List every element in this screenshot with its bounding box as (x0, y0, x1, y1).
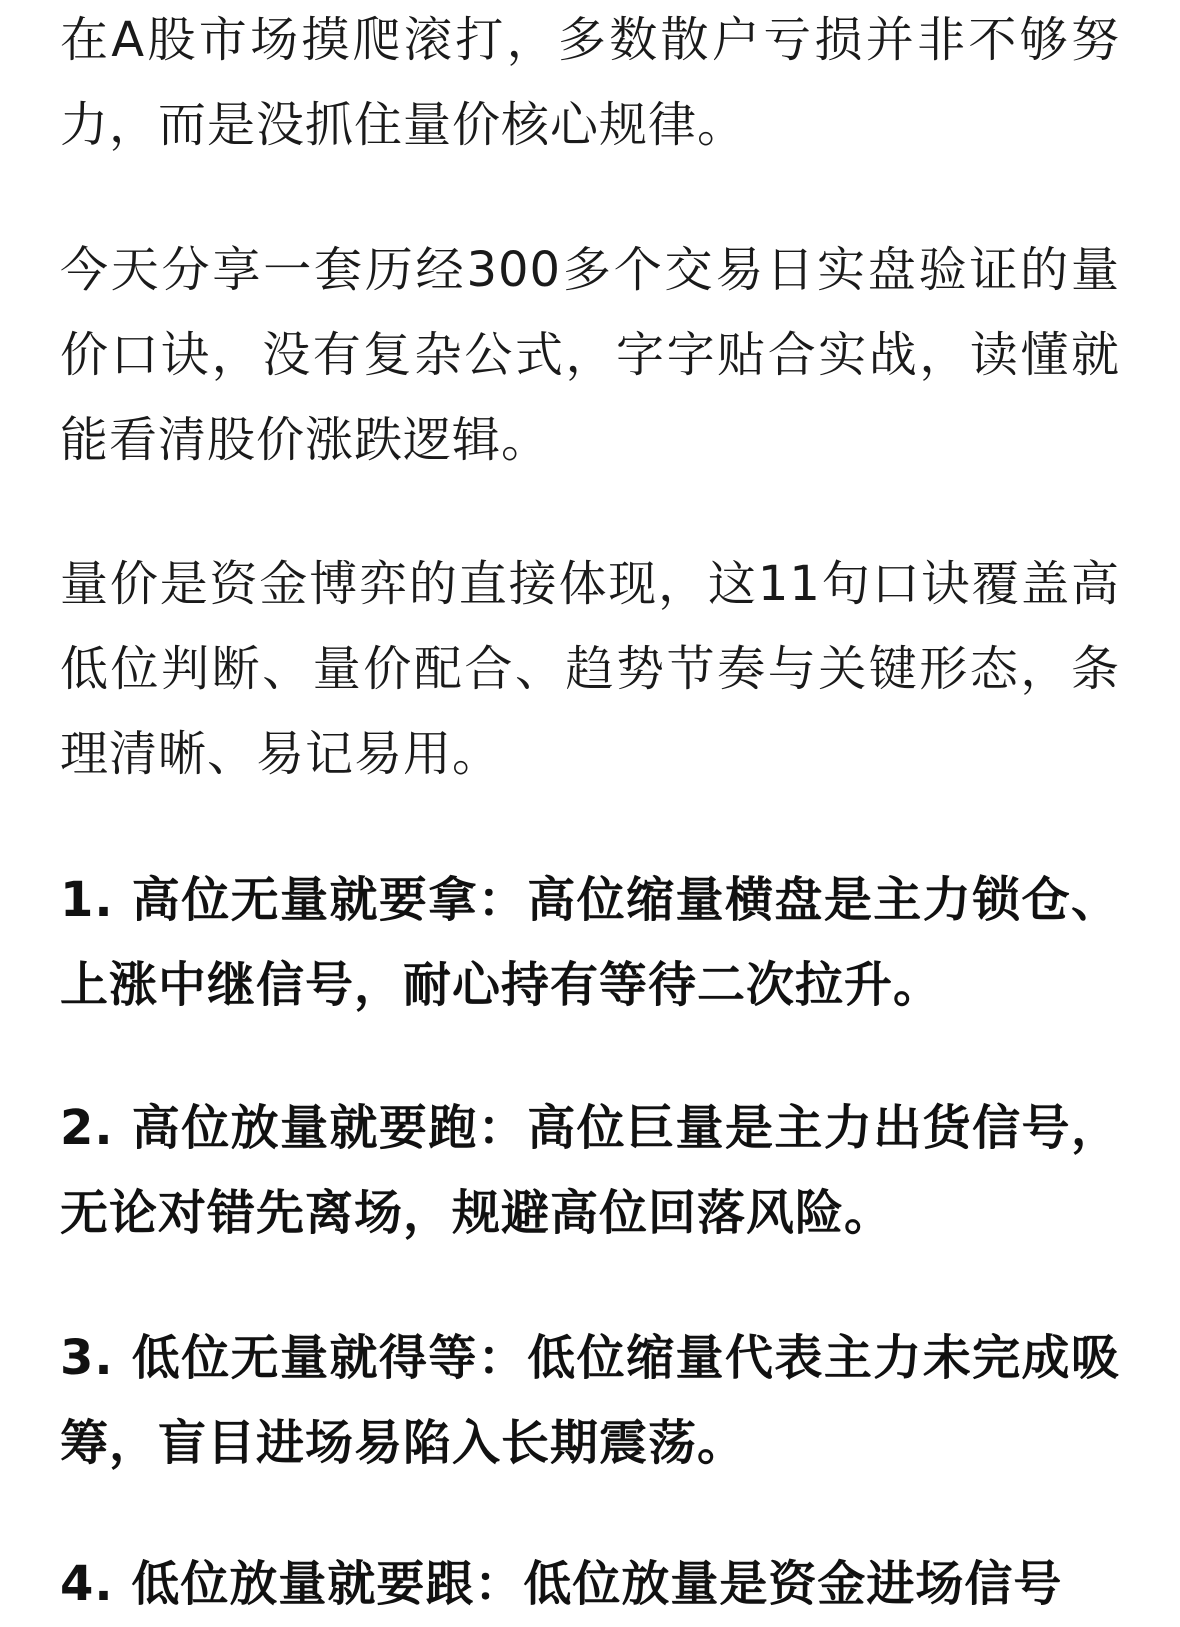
intro-paragraph-1: 在A股市场摸爬滚打，多数散户亏损并非不够努力，而是没抓住量价核心规律。 (60, 12, 1120, 153)
rule-item-4: 4. 低位放量就要跟：低位放量是资金进场信号 (60, 1556, 1063, 1612)
rule-item-3: 3. 低位无量就得等：低位缩量代表主力未完成吸筹，盲目进场易陷入长期震荡。 (60, 1330, 1120, 1471)
intro-paragraph-2: 今天分享一套历经300多个交易日实盘验证的量价口诀，没有复杂公式，字字贴合实战，读懂就能看清股价涨跌逻辑。 (60, 242, 1120, 468)
rule-item-2: 2. 高位放量就要跑：高位巨量是主力出货信号，无论对错先离场，规避高位回落风险。 (60, 1100, 1120, 1241)
intro-paragraph-3: 量价是资金博弈的直接体现，这11句口诀覆盖高低位判断、量价配合、趋势节奏与关键形态，条理清晰、易记易用。 (60, 556, 1120, 782)
rule-item-1: 1. 高位无量就要拿：高位缩量横盘是主力锁仓、上涨中继信号，耐心持有等待二次拉升。 (60, 872, 1120, 1013)
